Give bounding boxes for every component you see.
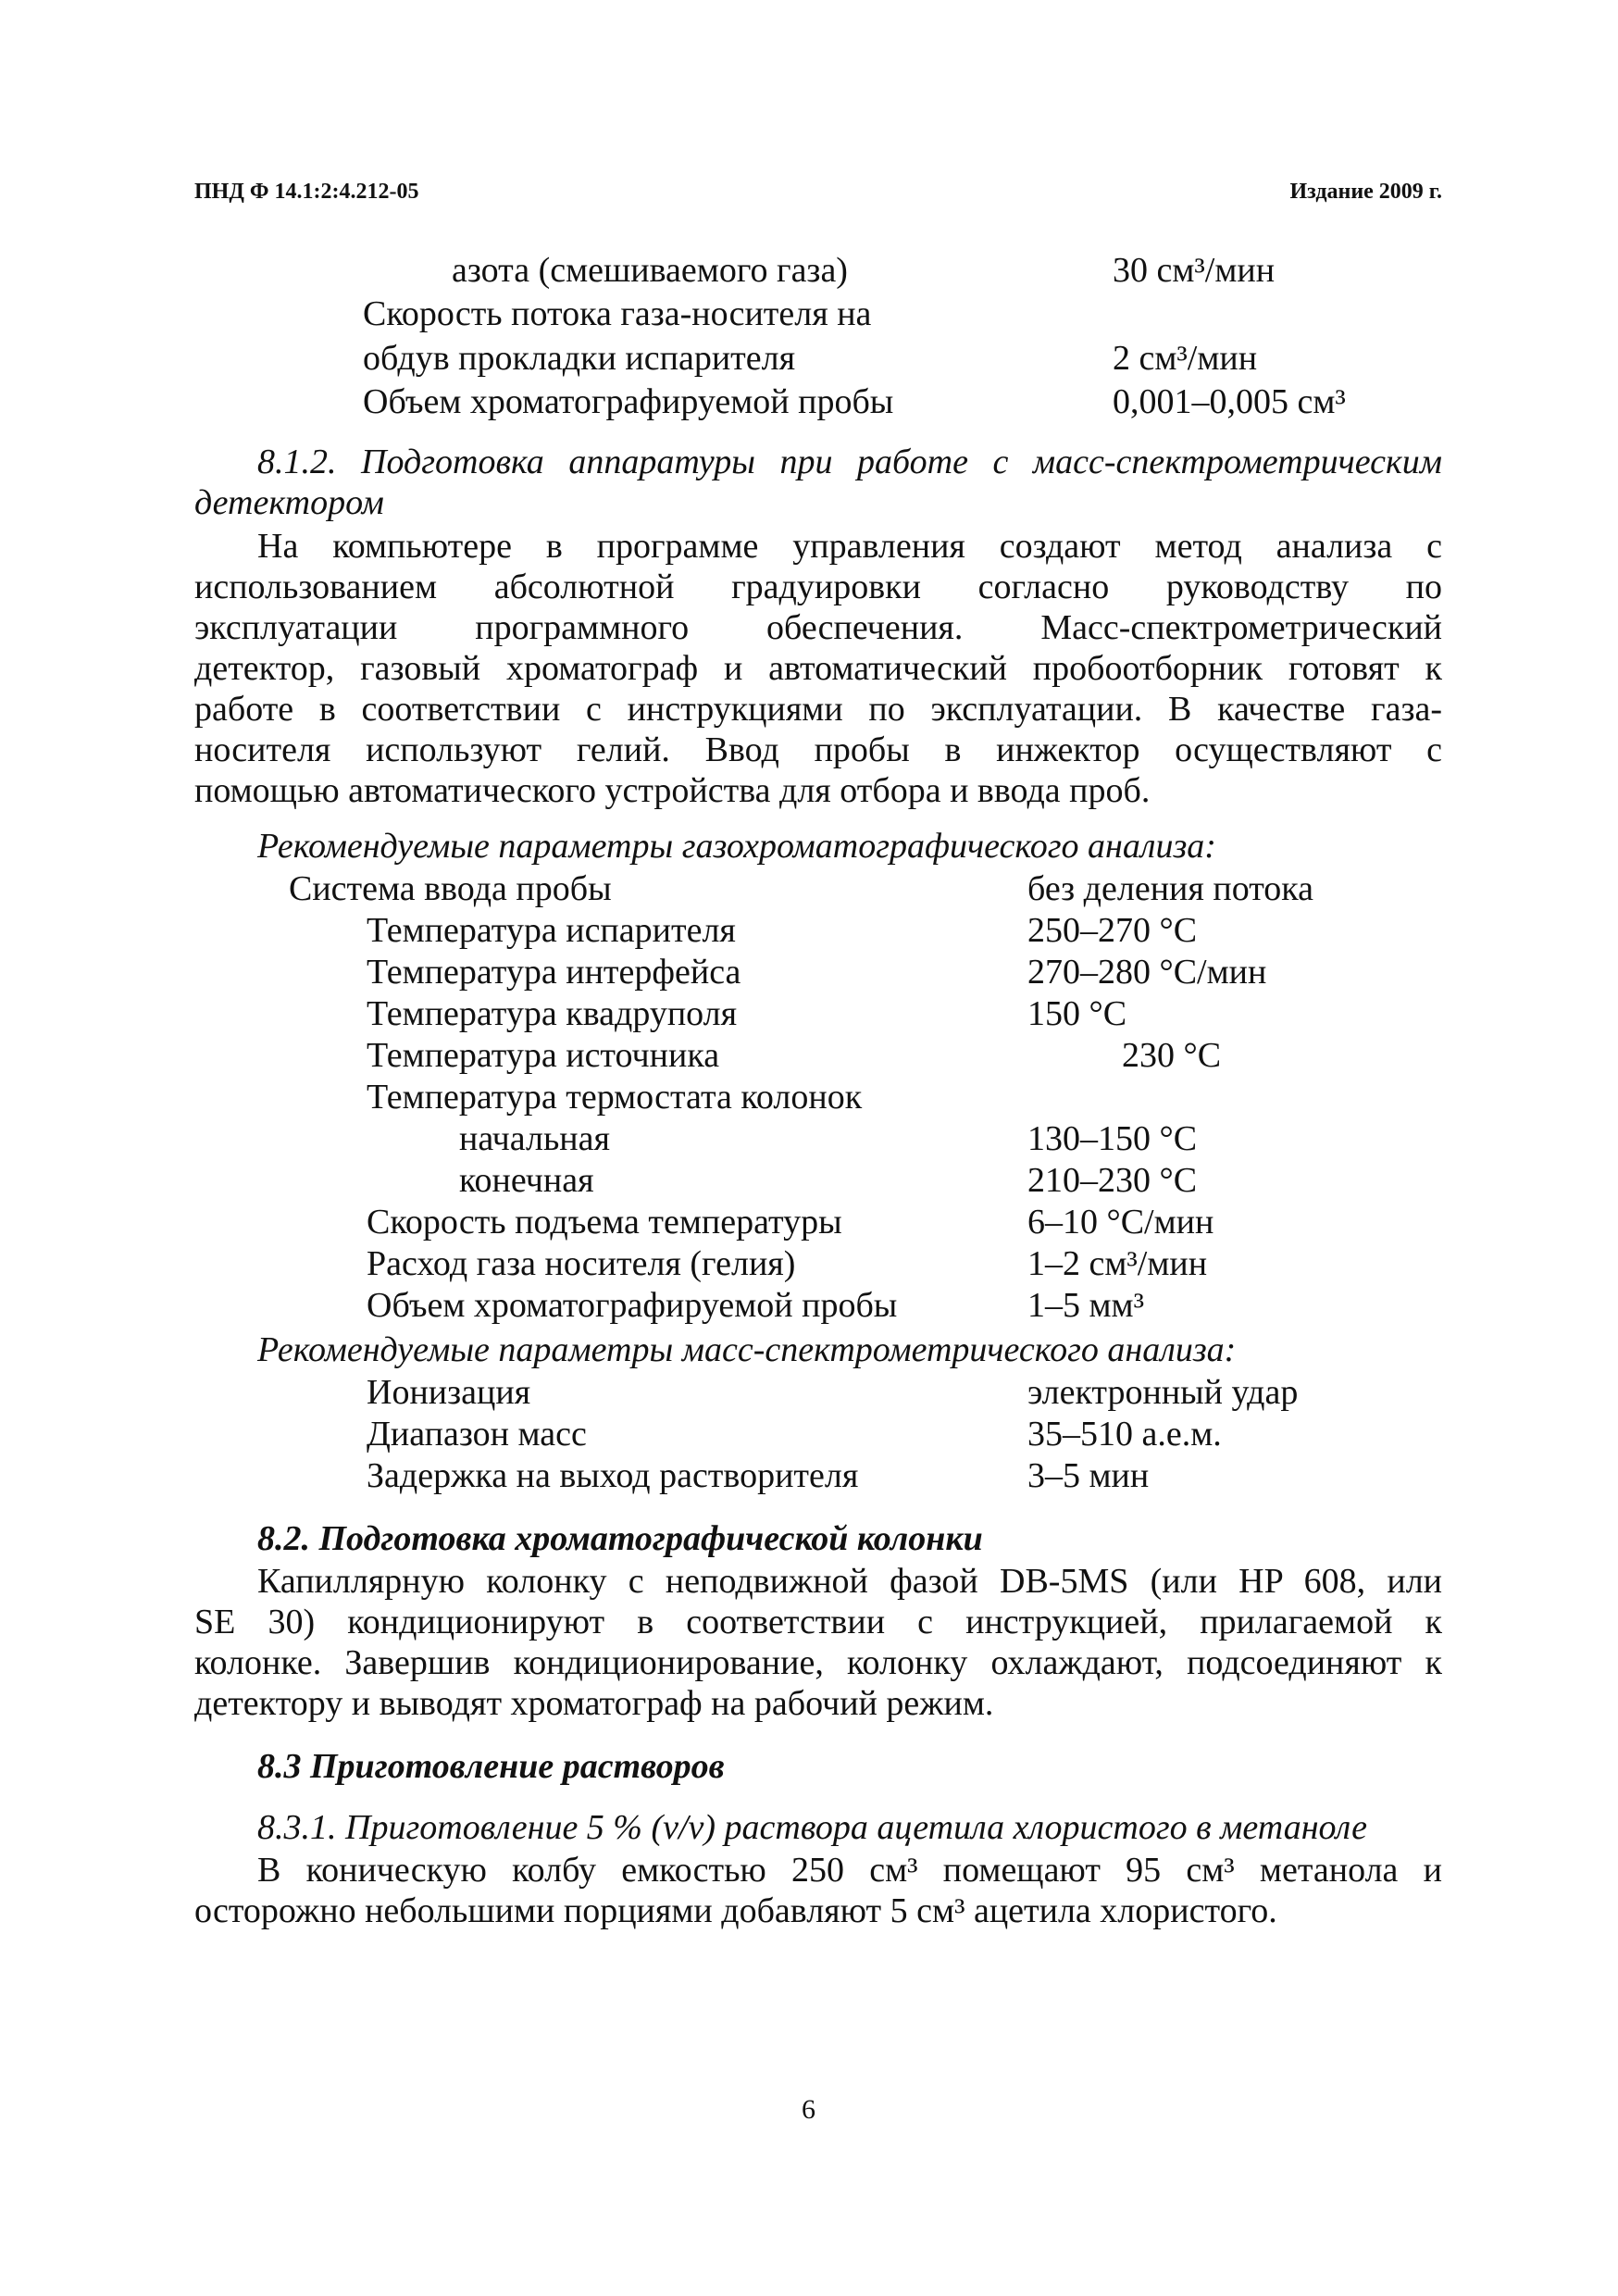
gc-param-label: Температура интерфейса: [367, 953, 741, 992]
param-label: Объем хроматографируемой пробы: [363, 382, 894, 421]
paragraph-line: использованием абсолютной градуировки согласно руководству по: [194, 568, 1442, 606]
section-heading-line: 8.1.2. Подготовка аппаратуры при работе с масс-спектрометрическим: [257, 443, 1442, 481]
gc-params-title: Рекомендуемые параметры газохроматографического анализа:: [257, 827, 1216, 866]
gc-param-label: Температура термостата колонок: [367, 1078, 863, 1117]
section-82-heading: 8.2. Подготовка хроматографической колонки: [257, 1519, 983, 1558]
gc-param-value: 210–230 °С: [1027, 1161, 1198, 1200]
gc-param-value: 250–270 °C: [1027, 911, 1198, 950]
paragraph-line: помощью автоматического устройства для отбора и ввода проб.: [194, 771, 1151, 810]
ms-param-label: Задержка на выход растворителя: [367, 1456, 859, 1495]
param-value: 30 см³/мин: [1113, 251, 1276, 290]
paragraph-line: SE 30) кондиционируют в соответствии с инструкцией, прилагаемой к: [194, 1603, 1442, 1641]
paragraph-line: осторожно небольшими порциями добавляют 5 см³ ацетила хлористого.: [194, 1891, 1277, 1930]
ms-params-title: Рекомендуемые параметры масс-спектрометрического анализа:: [257, 1330, 1237, 1369]
gc-param-value: 150 °С: [1027, 994, 1127, 1033]
gc-param-value: без деления потока: [1027, 869, 1314, 908]
paragraph-line: работе в соответствии с инструкциями по эксплуатации. В качестве газа-: [194, 690, 1442, 729]
paragraph-line: эксплуатации программного обеспечения. Масс-спектрометрический: [194, 608, 1442, 647]
gc-param-value: 1–5 мм³: [1027, 1286, 1144, 1325]
paragraph-line: В коническую колбу емкостью 250 см³ помещают 95 см³ метанола и: [257, 1851, 1442, 1890]
page-number: 6: [802, 2094, 815, 2125]
param-value: 2 см³/мин: [1113, 339, 1258, 378]
section-83-heading: 8.3 Приготовление растворов: [257, 1747, 725, 1786]
gc-param-label: Расход газа носителя (гелия): [367, 1244, 796, 1283]
gc-param-label: начальная: [459, 1119, 610, 1158]
param-label: обдув прокладки испарителя: [363, 339, 796, 378]
ms-param-value: 3–5 мин: [1027, 1456, 1150, 1495]
ms-param-label: Ионизация: [367, 1373, 531, 1412]
param-value: 0,001–0,005 см³: [1113, 382, 1346, 421]
paragraph-line: детектору и выводят хроматограф на рабочий режим.: [194, 1684, 994, 1723]
gc-param-value: 1–2 см³/мин: [1027, 1244, 1208, 1283]
gc-param-label: Температура квадруполя: [367, 994, 738, 1033]
paragraph-line: носителя используют гелий. Ввод пробы в инжектор осуществляют с: [194, 730, 1442, 769]
ms-param-value: 35–510 а.е.м.: [1027, 1415, 1222, 1454]
gc-param-label: конечная: [459, 1161, 594, 1200]
gc-param-label: Скорость подъема температуры: [367, 1203, 842, 1242]
section-812-paragraph: [194, 526, 1442, 811]
document-code: ПНД Ф 14.1:2:4.212-05: [194, 180, 419, 204]
section-831-heading: 8.3.1. Приготовление 5 % (v/v) раствора ацетила хлористого в метаноле: [257, 1808, 1367, 1847]
param-label: Скорость потока газа-носителя на: [363, 294, 872, 333]
gc-param-value: 270–280 °С/мин: [1027, 953, 1267, 992]
gc-param-value: 6–10 °С/мин: [1027, 1203, 1214, 1242]
section-831-paragraph: [194, 1850, 1442, 1931]
edition-label: Издание 2009 г.: [1289, 180, 1442, 204]
paragraph-line: На компьютере в программе управления создают метод анализа с: [257, 527, 1442, 566]
paragraph-line: колонке. Завершив кондиционирование, колонку охлаждают, подсоединяют к: [194, 1643, 1442, 1682]
paragraph-line: детектор, газовый хроматограф и автоматический пробоотборник готовят к: [194, 649, 1442, 688]
gc-param-label: Температура испарителя: [367, 911, 736, 950]
gc-param-value: 230 °С: [1122, 1036, 1222, 1075]
gc-param-value: 130–150 °С: [1027, 1119, 1198, 1158]
section-heading-line: детектором: [194, 483, 384, 522]
gc-param-label: Объем хроматографируемой пробы: [367, 1286, 898, 1325]
paragraph-line: Капиллярную колонку с неподвижной фазой DB-5MS (или HP 608, или: [257, 1562, 1442, 1601]
ms-param-value: электронный удар: [1027, 1373, 1299, 1412]
gc-param-label: Система ввода пробы: [289, 869, 612, 908]
gc-param-label: Температура источника: [367, 1036, 720, 1075]
param-label: азота (смешиваемого газа): [452, 251, 848, 290]
section-82-paragraph: [194, 1561, 1442, 1724]
ms-param-label: Диапазон масс: [367, 1415, 587, 1454]
section-812-heading: [194, 442, 1442, 523]
